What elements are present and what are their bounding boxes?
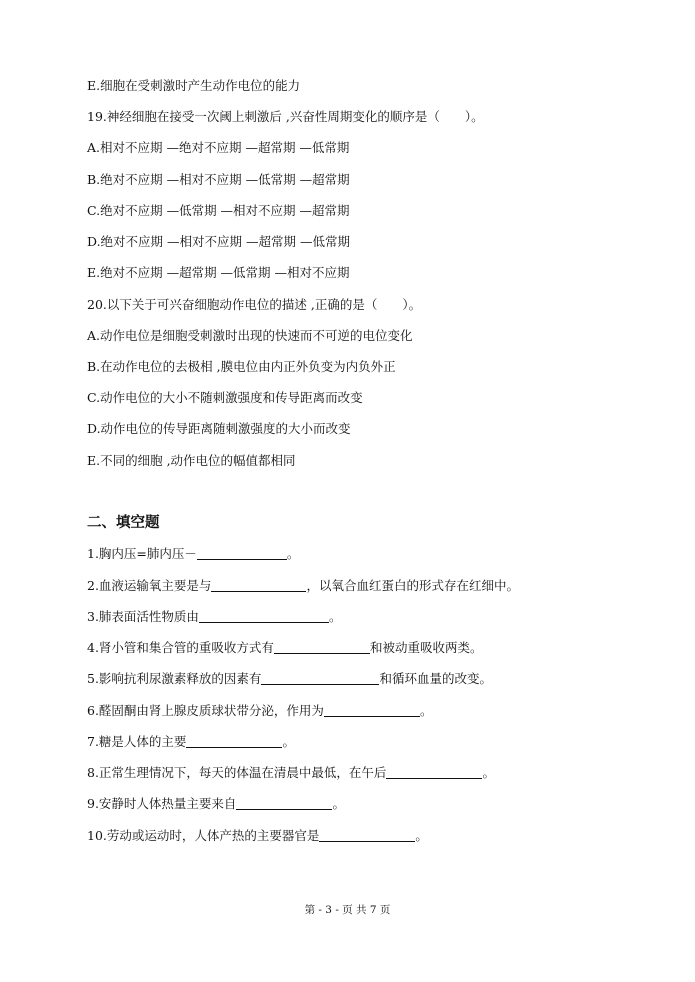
q20-option-b: B.在动作电位的去极相 ,膜电位由内正外负变为内负外正 bbox=[87, 359, 396, 374]
answer-blank[interactable] bbox=[274, 640, 370, 654]
section-title: 二、填空题 bbox=[87, 515, 160, 531]
answer-blank[interactable] bbox=[199, 609, 329, 623]
fill-blank-9: 9.安静时人体热量主要来自 。 bbox=[87, 796, 345, 811]
fill-blank-8: 8.正常生理情况下，每天的体温在清晨中最低，在午后 。 bbox=[87, 765, 495, 780]
q20-option-a: A.动作电位是细胞受刺激时出现的快速而不可逆的电位变化 bbox=[87, 328, 413, 343]
answer-blank[interactable] bbox=[386, 765, 482, 779]
q19-option-c: C.绝对不应期 —低常期 —相对不应期 —超常期 bbox=[87, 203, 350, 218]
q19-stem: 19.神经细胞在接受一次阈上刺激后 ,兴奋性周期变化的顺序是（ ）。 bbox=[87, 109, 484, 124]
fill-blank-2: 2.血液运输氧主要是与 ，以氧合血红蛋白的形式存在红细中。 bbox=[87, 578, 519, 593]
answer-blank[interactable] bbox=[197, 546, 287, 560]
answer-blank[interactable] bbox=[319, 828, 415, 842]
answer-blank[interactable] bbox=[186, 734, 282, 748]
q18-option-e: E.细胞在受刺激时产生动作电位的能力 bbox=[87, 78, 301, 93]
answer-blank[interactable] bbox=[211, 578, 306, 592]
fill-blank-3: 3.肺表面活性物质由 。 bbox=[87, 609, 342, 624]
page-footer: 第 - 3 - 页 共 7 页 bbox=[304, 904, 391, 916]
answer-blank[interactable] bbox=[236, 796, 332, 810]
fill-blank-4: 4.肾小管和集合管的重吸收方式有 和被动重吸收两类。 bbox=[87, 640, 483, 655]
q20-stem: 20.以下关于可兴奋细胞动作电位的描述 ,正确的是（ ）。 bbox=[87, 297, 422, 312]
q19-option-d: D.绝对不应期 —相对不应期 —超常期 —低常期 bbox=[87, 234, 350, 249]
answer-blank[interactable] bbox=[261, 671, 379, 685]
fill-blank-1: 1.胸内压=肺内压－ 。 bbox=[87, 546, 300, 561]
q19-option-a: A.相对不应期 —绝对不应期 —超常期 —低常期 bbox=[87, 140, 350, 155]
fill-blank-6: 6.醛固酮由肾上腺皮质球状带分泌，作用为 。 bbox=[87, 703, 433, 718]
q19-option-b: B.绝对不应期 —相对不应期 —低常期 —超常期 bbox=[87, 172, 350, 187]
q20-option-e: E.不同的细胞 ,动作电位的幅值都相同 bbox=[87, 453, 296, 468]
answer-blank[interactable] bbox=[324, 703, 420, 717]
fill-blank-7: 7.糖是人体的主要 。 bbox=[87, 734, 295, 749]
fill-blank-5: 5.影响抗利尿激素释放的因素有 和循环血量的改变。 bbox=[87, 671, 492, 686]
q19-option-e: E.绝对不应期 —超常期 —低常期 —相对不应期 bbox=[87, 265, 350, 280]
q20-option-d: D.动作电位的传导距离随刺激强度的大小而改变 bbox=[87, 421, 351, 436]
q20-option-c: C.动作电位的大小不随刺激强度和传导距离而改变 bbox=[87, 390, 363, 405]
fill-blank-10: 10.劳动或运动时，人体产热的主要器官是 。 bbox=[87, 828, 428, 843]
